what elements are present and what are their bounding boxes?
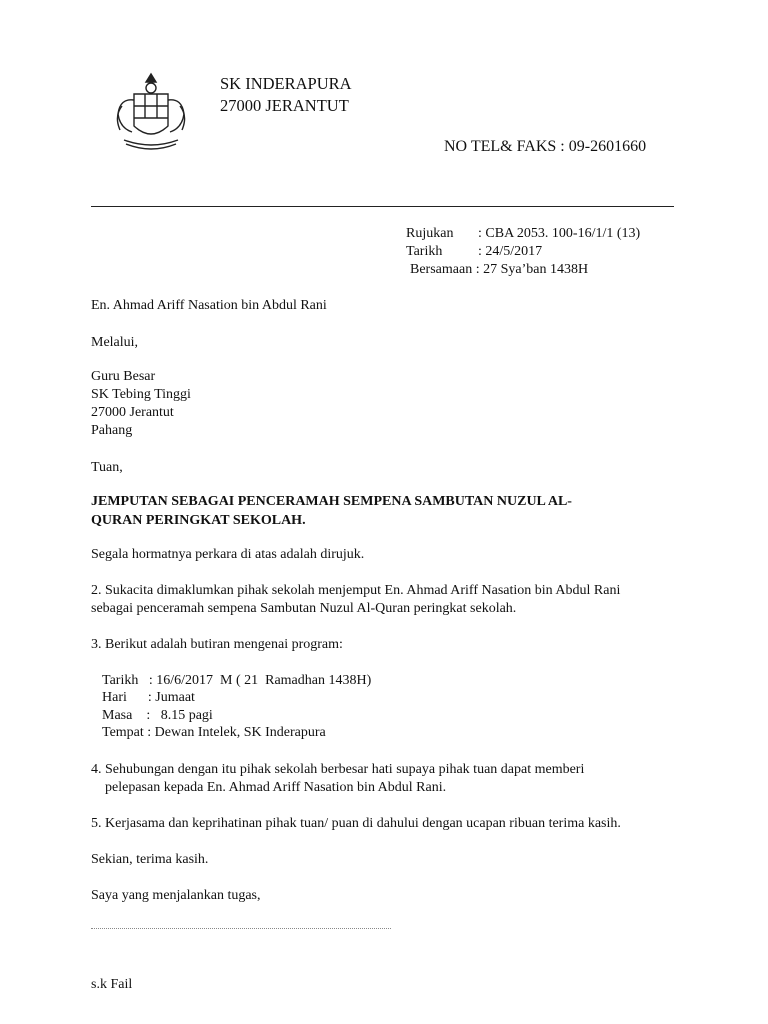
paragraph-3: 3. Berikut adalah butiran mengenai program:	[91, 637, 343, 652]
address-line: Pahang	[91, 423, 133, 438]
detail-tarikh: Tarikh : 16/6/2017 M ( 21 Ramadhan 1438H)	[102, 673, 372, 688]
tarikh-value: : 24/5/2017	[478, 244, 543, 259]
reference-tarikh	[406, 243, 542, 261]
address-line: SK Tebing Tinggi	[91, 387, 191, 402]
tarikh-label: Tarikh	[406, 244, 443, 259]
reference-bersamaan	[410, 261, 588, 279]
via-label: Melalui,	[91, 335, 139, 350]
paragraph-4-line-1: 4. Sehubungan dengan itu pihak sekolah berbesar hati supaya pihak tuan dapat memberi	[91, 762, 585, 777]
coat-of-arms-icon	[108, 70, 194, 156]
reference-rujukan	[406, 225, 640, 243]
rujukan-value: : CBA 2053. 100-16/1/1 (13)	[478, 226, 641, 241]
header-divider	[91, 206, 674, 207]
subject-line-2: QURAN PERINGKAT SEKOLAH.	[91, 513, 306, 528]
paragraph-4-line-2: pelepasan kepada En. Ahmad Ariff Nasation bin Abdul Rani.	[105, 780, 447, 795]
detail-tempat: Tempat : Dewan Intelek, SK Inderapura	[102, 725, 326, 740]
detail-masa: Masa : 8.15 pagi	[102, 708, 213, 723]
signature-line	[91, 928, 391, 929]
tel-fax: NO TEL& FAKS : 09-2601660	[444, 138, 647, 155]
address-line: 27000 Jerantut	[91, 405, 174, 420]
paragraph-1: Segala hormatnya perkara di atas adalah dirujuk.	[91, 547, 365, 562]
address-line: Guru Besar	[91, 369, 156, 384]
rujukan-label: Rujukan	[406, 226, 454, 241]
recipient-name: En. Ahmad Ariff Nasation bin Abdul Rani	[91, 298, 327, 313]
school-address: 27000 JERANTUT	[220, 96, 349, 115]
bersamaan-label: Bersamaan :	[410, 262, 480, 277]
school-name: SK INDERAPURA	[220, 74, 352, 93]
paragraph-2-line-2: sebagai penceramah sempena Sambutan Nuzul Al-Quran peringkat sekolah.	[91, 601, 517, 616]
cc-file: s.k Fail	[91, 977, 133, 992]
subject-line-1: JEMPUTAN SEBAGAI PENCERAMAH SEMPENA SAMBUTAN NUZUL AL-	[91, 494, 572, 509]
salutation: Tuan,	[91, 460, 123, 475]
bersamaan-value: 27 Sya’ban 1438H	[483, 262, 589, 277]
closing: Sekian, terima kasih.	[91, 852, 209, 867]
paragraph-5: 5. Kerjasama dan keprihatinan pihak tuan/ puan di dahului dengan ucapan ribuan terima kasih.	[91, 816, 621, 831]
detail-hari: Hari : Jumaat	[102, 690, 195, 705]
duty-line: Saya yang menjalankan tugas,	[91, 888, 261, 903]
paragraph-2-line-1: 2. Sukacita dimaklumkan pihak sekolah menjemput En. Ahmad Ariff Nasation bin Abdul Rani	[91, 583, 621, 598]
